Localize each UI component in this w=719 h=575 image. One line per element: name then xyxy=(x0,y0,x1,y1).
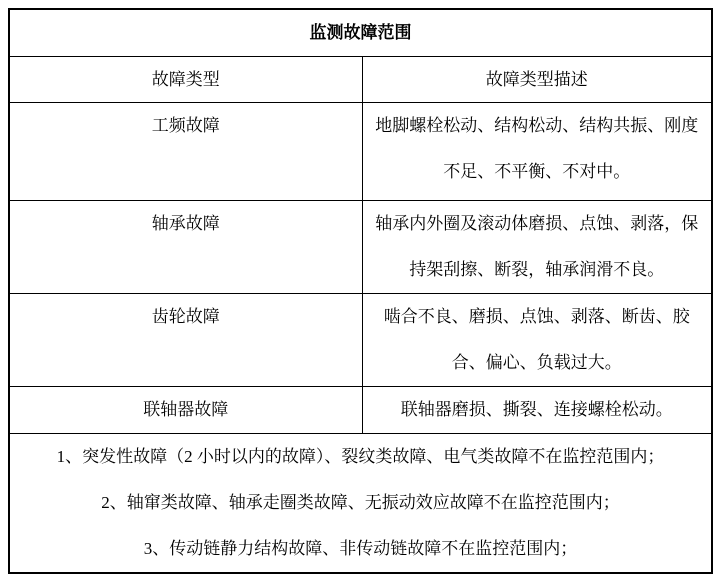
fault-type-cell: 联轴器故障 xyxy=(9,387,362,434)
notes-cell xyxy=(9,434,712,574)
fault-type-cell: 轴承故障 xyxy=(9,201,362,294)
fault-description-cell: 地脚螺栓松动、结构松动、结构共振、刚度不足、不平衡、不对中。 xyxy=(362,103,712,201)
note-item: 2、轴窜类故障、轴承走圈类故障、无振动效应故障不在监控范围内； xyxy=(101,493,620,512)
table-title: 监测故障范围 xyxy=(9,9,712,57)
note-item: 3、传动链静力结构故障、非传动链故障不在监控范围内； xyxy=(143,539,578,558)
table-row xyxy=(9,294,712,387)
table-row xyxy=(9,387,712,434)
document-page xyxy=(0,8,719,575)
table-title-row xyxy=(9,9,712,57)
fault-description-cell: 轴承内外圈及滚动体磨损、点蚀、剥落，保持架刮擦、断裂，轴承润滑不良。 xyxy=(362,201,712,294)
table-header-row xyxy=(9,57,712,103)
table-notes-row xyxy=(9,434,712,574)
fault-type-cell: 齿轮故障 xyxy=(9,294,362,387)
fault-description-cell: 联轴器磨损、撕裂、连接螺栓松动。 xyxy=(362,387,712,434)
fault-type-cell: 工频故障 xyxy=(9,103,362,201)
table-row xyxy=(9,103,712,201)
column-header-fault-type: 故障类型 xyxy=(9,57,362,103)
fault-description-cell: 啮合不良、磨损、点蚀、剥落、断齿、胶合、偏心、负载过大。 xyxy=(362,294,712,387)
table-row xyxy=(9,201,712,294)
note-item: 1、突发性故障（2 小时以内的故障）、裂纹类故障、电气类故障不在监控范围内； xyxy=(56,447,665,466)
fault-scope-table xyxy=(8,8,713,574)
column-header-fault-description: 故障类型描述 xyxy=(362,57,712,103)
